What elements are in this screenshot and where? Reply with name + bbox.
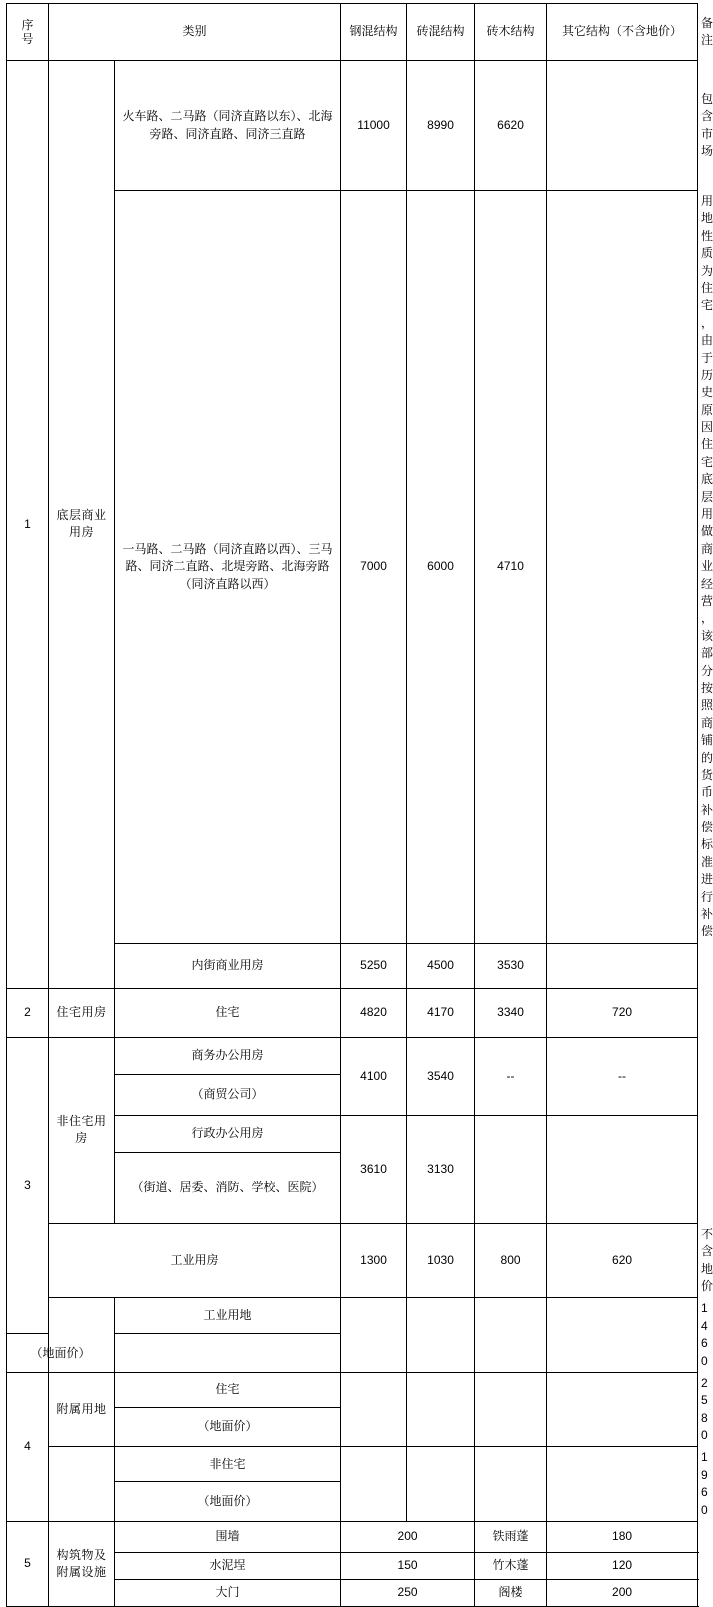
header-brick-wood: 砖木结构: [475, 4, 547, 61]
value-c4: [547, 1372, 698, 1447]
detail-business-office: 商务办公用房: [115, 1037, 341, 1074]
table-row: 工业用地 1460: [7, 1298, 698, 1334]
table-row: 工业用房 1300 1030 800 620 不含 地价: [7, 1223, 698, 1298]
value-c4: --: [547, 1037, 698, 1115]
compensation-standard-table: [6, 3, 713, 1607]
detail-residential: 住宅: [115, 988, 341, 1037]
struct-value-cement-yard: 150: [341, 1553, 475, 1580]
value-c1: 11000: [341, 61, 407, 191]
value-c3: [475, 1298, 547, 1373]
value-c2: 6000: [407, 191, 475, 944]
value-c3: 3530: [475, 943, 547, 988]
value-c3: 6620: [475, 61, 547, 191]
value-c2: [407, 1447, 475, 1522]
category-non-residential: 非住宅用房: [49, 1037, 115, 1223]
struct-item-gate: 大门: [115, 1580, 341, 1607]
detail-street-group-west: 一马路、二马路（同济直路以西）、三马路、同济二直路、北堤旁路、北海旁路（同济直路以西）: [115, 191, 341, 944]
row-seq-3: 3: [7, 1037, 49, 1334]
struct-item-wall: 围墙: [115, 1522, 341, 1553]
document-page: [0, 3, 713, 1600]
value-c1: 7000: [341, 191, 407, 944]
category-attached-land: 附属用地: [49, 1372, 115, 1447]
detail-industrial-building: 工业用房: [49, 1223, 341, 1298]
value-c2: 3130: [407, 1115, 475, 1223]
category-structures: 构筑物及附属设施: [49, 1522, 115, 1607]
value-c1: 4820: [341, 988, 407, 1037]
struct-value-bamboo-canopy: 120: [547, 1553, 698, 1580]
value-c1: 3610: [341, 1115, 407, 1223]
struct-value-attic: 200: [547, 1580, 698, 1607]
row-seq-4: 4: [7, 1372, 49, 1521]
row-seq-1: 1: [7, 61, 49, 989]
value-c3: --: [475, 1037, 547, 1115]
value-c1: 5250: [341, 943, 407, 988]
table-row: 4 附属用地 住宅 2580: [7, 1372, 698, 1407]
struct-item-bamboo-canopy: 竹木蓬: [475, 1553, 547, 1580]
detail-attached-residential-note: （地面价）: [115, 1407, 341, 1447]
value-c4: 720: [547, 988, 698, 1037]
value-c1: [341, 1372, 407, 1447]
value-c2: 8990: [407, 61, 475, 191]
table-row: 一马路、二马路（同济直路以西）、三马路、同济二直路、北堤旁路、北海旁路（同济直路以西） 7000 6000 4710 用地性质为住宅，由于历史原因住宅底层用做商业经营，该部分按照商铺的货币补偿标准进行补偿: [7, 191, 698, 944]
value-c2: 4170: [407, 988, 475, 1037]
value-c3: [475, 1115, 547, 1223]
value-c1: [341, 1298, 407, 1373]
value-c2: [407, 1298, 475, 1373]
value-c3: 3340: [475, 988, 547, 1037]
value-c4: [547, 61, 698, 191]
detail-admin-office: 行政办公用房: [115, 1115, 341, 1152]
struct-value-wall: 200: [341, 1522, 475, 1553]
value-c4: [547, 1447, 698, 1522]
header-category: 类别: [49, 4, 341, 61]
struct-item-iron-canopy: 铁雨蓬: [475, 1522, 547, 1553]
value-c4: [547, 1298, 698, 1373]
value-c4: [547, 191, 698, 944]
detail-attached-non-residential: 非住宅: [115, 1447, 341, 1482]
detail-attached-non-residential-note: （地面价）: [115, 1482, 341, 1522]
detail-industrial-land-note: （地面价）: [7, 1334, 115, 1372]
value-c4: [547, 1115, 698, 1223]
table-row: [7, 988, 698, 1037]
table-header-row: 序 号 类别 钢混结构 砖混结构 砖木结构 其它结构（不含地价） 备注: [7, 4, 698, 61]
value-c3: 800: [475, 1223, 547, 1298]
table-row: 非住宅 1960: [7, 1447, 698, 1482]
value-c4: 620: [547, 1223, 698, 1298]
value-c3: [475, 1372, 547, 1447]
value-c4: [547, 943, 698, 988]
category-blank: [49, 1447, 115, 1522]
struct-value-gate: 250: [341, 1580, 475, 1607]
detail-inner-street-commercial: 内街商业用房: [115, 943, 341, 988]
detail-attached-residential: 住宅: [115, 1372, 341, 1407]
row-seq-5: 5: [7, 1522, 49, 1607]
category-ground-floor-commercial: 底层商业用房: [49, 61, 115, 989]
value-c1: [341, 1447, 407, 1522]
value-c1: 4100: [341, 1037, 407, 1115]
value-c1: 1300: [341, 1223, 407, 1298]
header-brick-concrete: 砖混结构: [407, 4, 475, 61]
value-c2: [407, 1372, 475, 1447]
value-c3: [475, 1447, 547, 1522]
detail-business-office-note: （商贸公司）: [115, 1074, 341, 1115]
header-other: 其它结构（不含地价）: [547, 4, 698, 61]
detail-street-group-east: 火车路、二马路（同济直路以东）、北海旁路、同济直路、同济三直路: [115, 61, 341, 191]
row-seq-2: 2: [7, 988, 49, 1037]
category-residential: 住宅用房: [49, 988, 115, 1037]
header-concrete: 钢混结构: [341, 4, 407, 61]
detail-admin-office-note: （街道、居委、消防、学校、医院）: [115, 1152, 341, 1223]
value-c2: 4500: [407, 943, 475, 988]
table-row: 1 底层商业用房 火车路、二马路（同济直路以东）、北海旁路、同济直路、同济三直路 11000 8990 6620 包含 市场: [7, 61, 698, 191]
table-row: [7, 1522, 698, 1553]
detail-industrial-land: 工业用地: [115, 1298, 341, 1334]
value-c2: 3540: [407, 1037, 475, 1115]
table-row: [7, 1037, 698, 1074]
struct-item-attic: 阁楼: [475, 1580, 547, 1607]
struct-item-cement-yard: 水泥埕: [115, 1553, 341, 1580]
struct-value-iron-canopy: 180: [547, 1522, 698, 1553]
value-c2: 1030: [407, 1223, 475, 1298]
value-c3: 4710: [475, 191, 547, 944]
header-seq: 序 号: [7, 4, 49, 61]
